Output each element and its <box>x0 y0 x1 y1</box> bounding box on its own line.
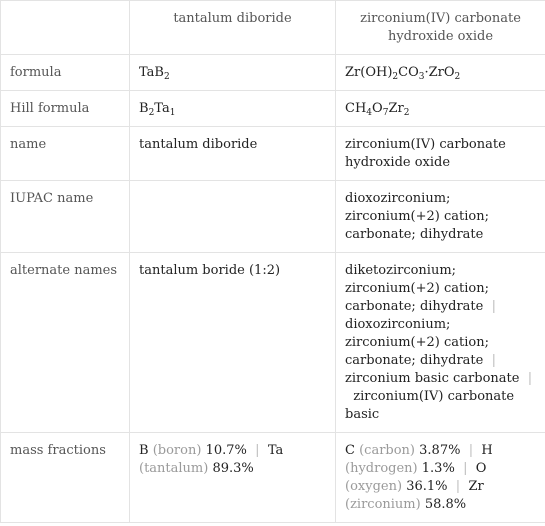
row-label: name <box>1 127 130 181</box>
separator: | <box>451 479 465 494</box>
iupac-name-cell: dioxozirconium; zirconium(+2) cation; carbonate; dihydrate <box>336 181 545 253</box>
row-label: alternate names <box>1 253 130 433</box>
formula-text: CH <box>345 101 367 116</box>
separator: | <box>458 461 472 476</box>
mass-fractions-cell <box>130 433 336 523</box>
formula-text: O <box>372 101 383 116</box>
row-label: mass fractions <box>1 433 130 523</box>
mass-fractions-cell <box>336 433 545 523</box>
formula-text: CO <box>398 65 419 80</box>
formula-text: B <box>139 101 149 116</box>
formula-text: Ta <box>154 101 170 116</box>
mass-fraction-value: 36.1% <box>406 479 448 494</box>
element-symbol: C <box>345 443 355 458</box>
alternate-name: diketozirconium; zirconium(+2) cation; carbonate; dihydrate <box>345 263 489 314</box>
row-label: Hill formula <box>1 91 130 127</box>
subscript: 2 <box>392 72 399 82</box>
mass-fraction-value: 1.3% <box>421 461 455 476</box>
subscript: 2 <box>148 108 155 118</box>
name-cell: zirconium(IV) carbonate hydroxide oxide <box>336 127 545 181</box>
subscript: 1 <box>169 108 176 118</box>
element-symbol: H <box>481 443 493 458</box>
formula-cell <box>336 55 545 91</box>
separator: | <box>345 371 533 404</box>
table-row <box>1 91 545 127</box>
subscript: 4 <box>366 108 373 118</box>
name-cell: tantalum diboride <box>130 127 336 181</box>
mass-fraction-value: 10.7% <box>205 443 247 458</box>
subscript: 2 <box>454 72 461 82</box>
subscript: 2 <box>403 108 410 118</box>
element-symbol: Ta <box>267 443 284 458</box>
subscript: 2 <box>163 72 170 82</box>
formula-text: Zr(OH) <box>345 65 393 80</box>
table-row <box>1 127 545 181</box>
separator: | <box>487 299 501 314</box>
separator: | <box>464 443 478 458</box>
hill-formula-cell <box>336 91 545 127</box>
column-header: zirconium(IV) carbonate hydroxide oxide <box>336 1 545 55</box>
separator: | <box>487 353 501 368</box>
row-label: formula <box>1 55 130 91</box>
element-name: (hydrogen) <box>345 461 418 476</box>
element-name: (boron) <box>152 443 202 458</box>
element-name: (zirconium) <box>345 497 421 512</box>
element-symbol: B <box>139 443 149 458</box>
table-row <box>1 433 545 523</box>
formula-text: TaB <box>139 65 164 80</box>
alternate-names-cell <box>336 253 545 433</box>
formula-text: Zr <box>388 101 404 116</box>
table-row <box>1 181 545 253</box>
element-symbol: O <box>475 461 487 476</box>
element-name: (carbon) <box>359 443 416 458</box>
separator: | <box>251 443 264 458</box>
formula-text: ·ZrO <box>424 65 455 80</box>
mass-fraction-value: 3.87% <box>419 443 461 458</box>
element-symbol: Zr <box>468 479 484 494</box>
element-name: (oxygen) <box>345 479 403 494</box>
alternate-names-cell: tantalum boride (1:2) <box>130 253 336 433</box>
hill-formula-cell <box>130 91 336 127</box>
element-name: (tantalum) <box>139 461 209 476</box>
table-row <box>1 253 545 433</box>
table-row <box>1 55 545 91</box>
alternate-name: dioxozirconium; zirconium(+2) cation; carbonate; dihydrate <box>345 317 489 368</box>
subscript: 3 <box>418 72 425 82</box>
iupac-name-cell <box>130 181 336 253</box>
mass-fraction-value: 89.3% <box>212 461 254 476</box>
subscript: 7 <box>382 108 389 118</box>
mass-fraction-value: 58.8% <box>424 497 467 512</box>
alternate-name: zirconium(IV) carbonate basic <box>345 389 515 422</box>
column-header: tantalum diboride <box>130 1 336 55</box>
header-row <box>1 1 545 55</box>
formula-cell <box>130 55 336 91</box>
row-label: IUPAC name <box>1 181 130 253</box>
alternate-name: zirconium basic carbonate <box>345 371 520 386</box>
corner-cell <box>1 1 130 55</box>
